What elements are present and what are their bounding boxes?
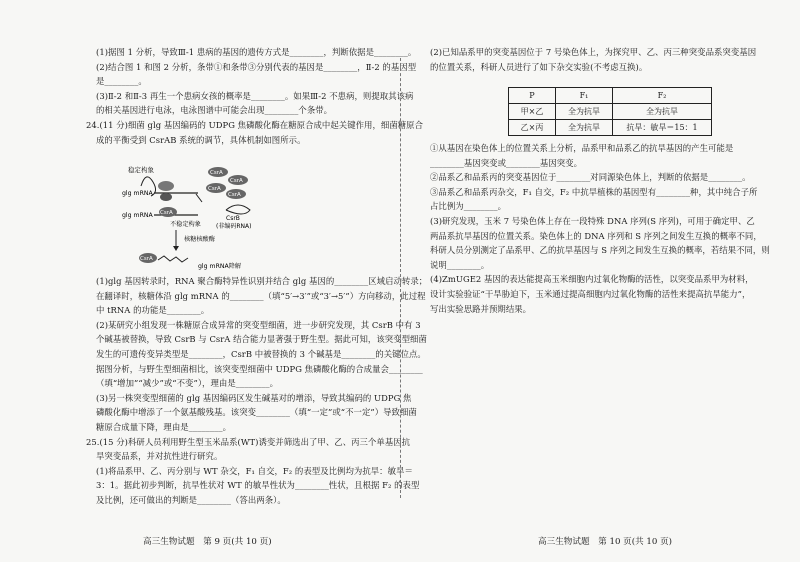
stable-label: 稳定构象 xyxy=(128,166,154,174)
csrb-shape xyxy=(226,205,250,214)
mrna1-label: glg mRNA xyxy=(122,190,153,197)
text-line: ②品系乙和品系丙的突变基因位于________对同源染色体上，判断的依据是________。 xyxy=(430,172,751,183)
text-line: 25.(15 分)科研人员利用野生型玉米品系(WT)诱变并筛选出了甲、乙、丙三个单基因抗 xyxy=(86,436,411,447)
csrab-mechanism-diagram xyxy=(86,164,296,272)
text-line: (1)将品系甲、乙、丙分别与 WT 杂交，F₁ 自交，F₂ 的表型及比例均为抗旱：敏旱＝ xyxy=(96,465,413,476)
text-line: 在翻译时，核糖体沿 glg mRNA 的________（填“5′→3′”或“3′→5′”）方向移动，此过程 xyxy=(96,290,426,301)
text-line: 占比例为________。 xyxy=(430,201,507,212)
text-line: (2)某研究小组发现一株糖原合成异常的突变型细菌，进一步研究发现，其 CsrB 中有 3 xyxy=(96,319,421,330)
text-line: 成的平衡受到 CsrAB 系统的调节，具体机制如图所示。 xyxy=(96,134,306,145)
csra-label-1: CsrA xyxy=(210,170,223,176)
text-line: 科研人员分别测定了品系甲、乙的抗旱基因与 S 序列之间发生互换的概率，若结果不同，则 xyxy=(430,245,770,256)
text-line: ________基因突变或________基因突变。 xyxy=(430,157,583,168)
header-f1: F₁ xyxy=(556,88,613,104)
text-line: 旱突变品系，并对抗性进行研究。 xyxy=(96,451,223,462)
table-cell: 全为抗旱 xyxy=(613,104,712,120)
arrow-to-unstable xyxy=(196,194,202,202)
mrna2-label: glg mRNA xyxy=(122,212,153,219)
csra-label-2: CsrA xyxy=(230,178,243,184)
table-cell: 全为抗旱 xyxy=(556,120,613,136)
text-line: 据图分析，与野生型细菌相比，该突变型细菌中 UDPG 焦磷酸化酶的合成量会________ xyxy=(96,363,423,374)
text-line: ③品系乙和品系丙杂交，F₁ 自交，F₂ 中抗旱植株的基因型有________种，其中纯合子所 xyxy=(430,186,758,197)
text-line: 写出实验思路并预期结果。 xyxy=(430,303,532,314)
text-line: 两品系抗旱基因的位置关系。染色体上的 DNA 序列和 S 序列之间发生互换的概率不同， xyxy=(430,230,762,241)
text-line: 中 tRNA 的功能是________。 xyxy=(96,305,210,316)
text-line: (2)已知品系甲的突变基因位于 7 号染色体上，为探究甲、乙、丙三种突变品系突变基因 xyxy=(430,47,757,57)
nuclease-label: 核糖核酸酶 xyxy=(184,236,215,243)
cross-results-table xyxy=(508,87,712,136)
table-cell: 乙×丙 xyxy=(509,120,556,136)
page-9-footer: 高三生物试题 第 9 页(共 10 页) xyxy=(143,537,272,547)
text-line: (1)据图 1 分析，导致Ⅲ-1 患病的基因的遗传方式是________，判断依据是________。 xyxy=(96,47,417,57)
text-line: 的相关基因进行电泳，电泳图谱中可能会出现________个条带。 xyxy=(96,105,333,116)
page-10-footer: 高三生物试题 第 10 页(共 10 页) xyxy=(538,537,673,547)
text-line: 及比例，还可做出的判断是________（答出两条）。 xyxy=(96,495,286,505)
csrb-note: (非编码RNA) xyxy=(216,223,252,230)
text-line: (1)glg 基因转录时，RNA 聚合酶特异性识别并结合 glg 基因的________区域启动转录； xyxy=(96,276,428,286)
text-line: ①从基因在染色体上的位置关系上分析，品系甲和品系乙的抗旱基因的产生可能是 xyxy=(430,143,734,153)
table-cell: 抗旱：敏旱＝15：1 xyxy=(613,120,712,136)
degraded-fragments xyxy=(158,256,188,262)
text-line: (3)另一株突变型细菌的 glg 基因编码区发生碱基对的增添，导致其编码的 UDPG 焦 xyxy=(96,392,412,403)
text-line: 糖原合成量下降，理由是________。 xyxy=(96,422,231,432)
table-row xyxy=(509,104,712,120)
text-line: (4)ZmUGE2 基因的表达能提高玉米细胞内过氧化物酶的活性，以突变品系甲为材料， xyxy=(430,274,754,285)
text-line: 3：1。据此初步判断，抗旱性状对 WT 的敏旱性状为________性状，且根据 F₂ 的表型 xyxy=(96,480,420,491)
table-cell: 甲×乙 xyxy=(509,104,556,120)
table-header-row xyxy=(509,88,712,104)
table-row xyxy=(509,120,712,136)
table-cell: 全为抗旱 xyxy=(556,104,613,120)
text-line: 是________。 xyxy=(96,76,147,87)
text-line: (2)结合图 1 和图 2 分析，条带①和条带③分别代表的基因是________，Ⅱ-2 的基因型 xyxy=(96,61,417,72)
ribosome-shape-1 xyxy=(158,181,174,191)
header-p: P xyxy=(509,88,556,104)
csra-label-4: CsrA xyxy=(228,192,241,198)
degraded-label: glg mRNA降解 xyxy=(198,263,242,270)
text-line: 24.(11 分)细菌 glg 基因编码的 UDPG 焦磷酸化酶在糖原合成中起关键作用，细菌糖原合 xyxy=(86,120,424,130)
header-f2: F₂ xyxy=(613,88,712,104)
csra-label-3: CsrA xyxy=(208,186,221,192)
text-line: 个碱基被替换，导致 CsrB 与 CsrA 结合能力显著强于野生型。据此可知，该突变型细菌 xyxy=(96,334,427,345)
text-line: (3)研究发现，玉米 7 号染色体上存在一段特殊 DNA 序列(S 序列)，可用于确定甲、乙 xyxy=(430,216,755,226)
text-line: 说明________。 xyxy=(430,259,490,270)
unstable-label: 不稳定构象 xyxy=(170,221,201,228)
text-line: （填“增加”“减少”或“不变”），理由是________。 xyxy=(96,378,279,389)
text-line: 的位置关系，科研人员进行了如下杂交实验(不考虑互换)。 xyxy=(430,61,648,72)
ribosome-shape-2 xyxy=(160,193,172,201)
text-line: 磷酸化酶中增添了一个氨基酸残基。该突变________（填“一定”或“不一定”）导致细菌 xyxy=(96,407,417,418)
csra-label-6: CsrA xyxy=(140,256,153,262)
text-line: (3)Ⅱ-2 和Ⅱ-3 再生一个患病女孩的概率是________。如果Ⅲ-2 不患病，则提取其该病 xyxy=(96,90,414,101)
page-10 xyxy=(400,0,800,562)
csrb-label: CsrB xyxy=(226,215,240,222)
text-line: 发生的可遗传变异类型是________，CsrB 中被替换的 3 个碱基是________的关键位点。 xyxy=(96,349,426,359)
text-line: 设计实验验证“干旱胁迫下，玉米通过提高细胞内过氧化物酶的活性来提高抗旱能力”， xyxy=(430,289,751,299)
csra-label-5: CsrA xyxy=(160,210,173,216)
arrow-head xyxy=(173,246,179,251)
